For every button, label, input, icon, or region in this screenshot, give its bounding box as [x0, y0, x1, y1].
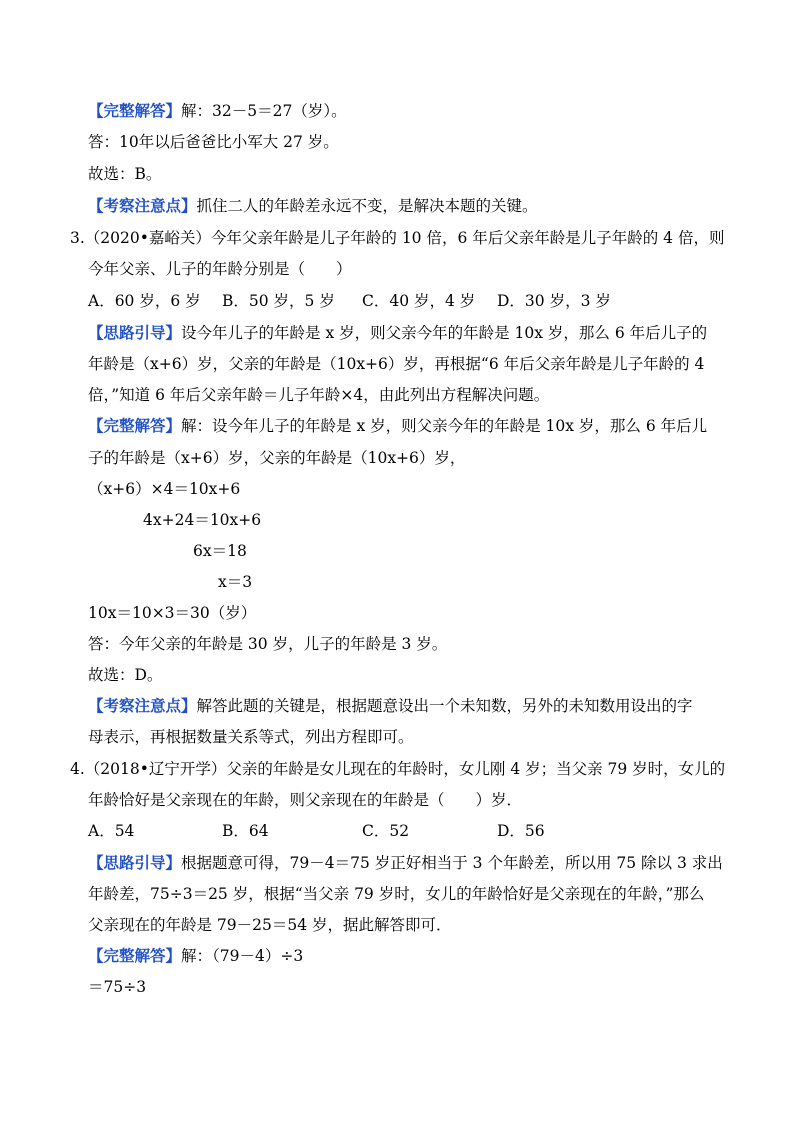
- q3-hint-line-1: [88, 322, 707, 344]
- q3-equation-4: x＝3: [218, 573, 253, 591]
- q3-number: 3.: [70, 229, 85, 247]
- q4-stem-1: 父亲的年龄是女儿现在的年龄时，女儿刚 4 岁；当父亲 79 岁时，女儿的: [226, 760, 726, 778]
- q3-ans-2: 子的年龄是（x+6）岁，父亲的年龄是（10x+6）岁，: [88, 449, 466, 467]
- q3-source: （2020•嘉峪关）: [84, 229, 211, 247]
- q3-note-line-1: [88, 695, 693, 717]
- q3-choice: 故选：D。: [88, 666, 163, 684]
- prev-note-line: [88, 195, 538, 217]
- q4-option-a: A．54: [88, 822, 135, 840]
- prev-choice: 故选：B。: [88, 165, 162, 183]
- note-text: 抓住二人的年龄差永远不变，是解决本题的关键。: [196, 197, 538, 215]
- q3-equation-3: 6x＝18: [193, 542, 247, 560]
- q3-hint-1: 设今年儿子的年龄是 x 岁，则父亲今年的年龄是 10x 岁，那么 6 年后儿子的: [181, 324, 708, 342]
- q4-source: （2018•辽宁开学）: [84, 760, 227, 778]
- q4-hint-3: 父亲现在的年龄是 79－25＝54 岁，据此解答即可．: [88, 916, 452, 934]
- q3-option-c: C．40 岁，4 岁: [362, 292, 476, 310]
- q3-option-a: A．60 岁，6 岁: [88, 292, 201, 310]
- q3-ans-1: 解：设今年儿子的年龄是 x 岁，则父亲今年的年龄是 10x 岁，那么 6 年后儿: [181, 417, 708, 435]
- answer-tag: 【完整解答】: [88, 946, 182, 965]
- answer-tag: 【完整解答】: [88, 416, 182, 435]
- q3-reply: 答：今年父亲的年龄是 30 岁，儿子的年龄是 3 岁。: [88, 635, 448, 653]
- prev-reply: 答：10年以后爸爸比小军大 27 岁。: [88, 133, 339, 151]
- prev-answer-line: [88, 100, 347, 122]
- q3-stem-line-1: [70, 227, 724, 249]
- q3-answer-line-1: [88, 415, 707, 437]
- q4-option-c: C．52: [362, 822, 410, 840]
- q4-stem-line-1: [70, 758, 725, 780]
- q4-hint-1: 根据题意可得，79－4＝75 岁正好相当于 3 个年龄差，所以用 75 除以 3 求出: [181, 854, 723, 872]
- note-tag: 【考察注意点】: [88, 696, 197, 715]
- q4-ans-1: 解：（79－4）÷3: [181, 947, 304, 965]
- q3-hint-2: 年龄是（x+6）岁，父亲的年龄是（10x+6）岁，再根据“6 年后父亲年龄是儿子年龄的 4: [88, 355, 705, 373]
- q4-stem-2: 年龄恰好是父亲现在的年龄，则父亲现在的年龄是（ ）岁．: [88, 791, 523, 809]
- answer-tag: 【完整解答】: [88, 101, 182, 120]
- q4-number: 4.: [70, 760, 85, 778]
- hint-tag: 【思路引导】: [88, 323, 182, 342]
- hint-tag: 【思路引导】: [88, 853, 182, 872]
- q4-option-d: D．56: [497, 822, 545, 840]
- q3-note-2: 母表示，再根据数量关系等式，列出方程即可。: [88, 728, 414, 746]
- q4-option-b: B．64: [222, 822, 269, 840]
- q4-answer-line-1: [88, 945, 303, 967]
- q3-equation-5: 10x＝10×3＝30（岁）: [88, 604, 257, 622]
- q3-equation-1: （x+6）×4＝10x+6: [88, 480, 241, 498]
- q3-hint-3: 倍，”知道 6 年后父亲年龄＝儿子年龄×4，由此列出方程解决问题。: [88, 386, 550, 404]
- q4-hint-line-1: [88, 852, 723, 874]
- q3-stem-2: 今年父亲、儿子的年龄分别是（ ）: [88, 260, 352, 278]
- note-tag: 【考察注意点】: [88, 196, 197, 215]
- q3-option-b: B．50 岁，5 岁: [222, 292, 335, 310]
- answer-text: 解：32－5＝27（岁）。: [181, 102, 347, 120]
- q4-hint-2: 年龄差，75÷3＝25 岁，根据“当父亲 79 岁时，女儿的年龄恰好是父亲现在的年龄，”那么: [88, 885, 705, 903]
- q3-note-1: 解答此题的关键是，根据题意设出一个未知数，另外的未知数用设出的字: [196, 697, 693, 715]
- q3-option-d: D．30 岁，3 岁: [497, 292, 611, 310]
- q4-ans-2: ＝75÷3: [88, 978, 147, 996]
- q3-stem-1: 今年父亲年龄是儿子年龄的 10 倍，6 年后父亲年龄是儿子年龄的 4 倍，则: [210, 229, 725, 247]
- q3-equation-2: 4x+24＝10x+6: [143, 511, 262, 529]
